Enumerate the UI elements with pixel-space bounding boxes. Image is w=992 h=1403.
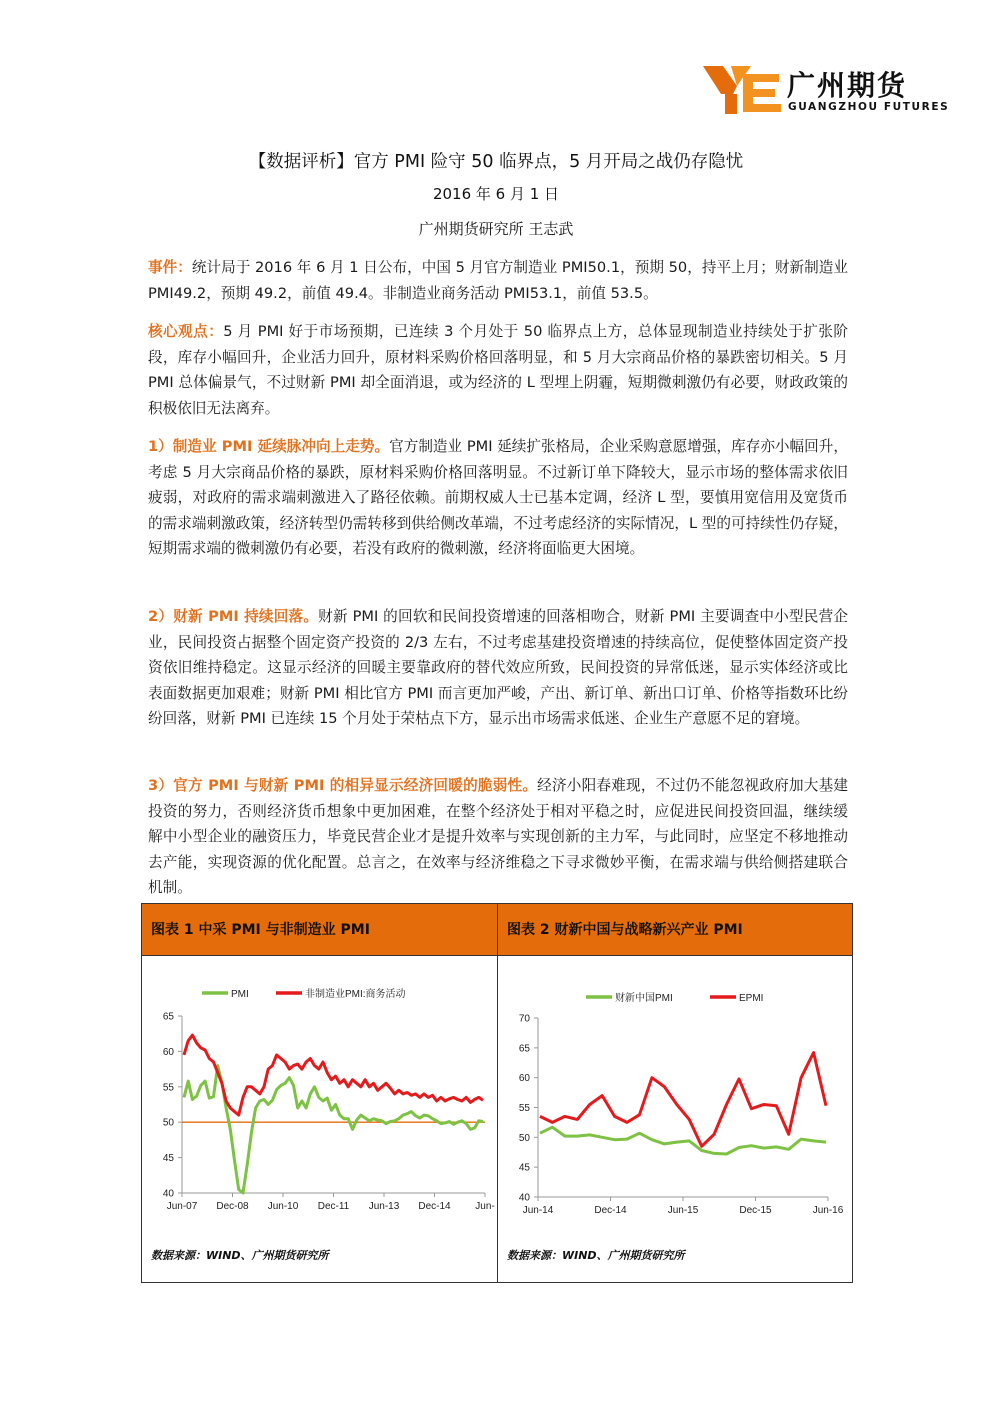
y-tick-label: 70	[518, 1013, 530, 1025]
y-tick-label: 50	[518, 1132, 530, 1144]
figure-1-title: 图表 1 中采 PMI 与非制造业 PMI	[142, 904, 497, 956]
report-author: 广州期货研究所 王志武	[418, 220, 574, 238]
x-tick-label: Dec-14	[418, 1201, 451, 1212]
y-tick-label: 45	[162, 1153, 174, 1165]
paragraph-label: 核心观点：	[148, 323, 224, 340]
paragraph-label: 2）财新 PMI 持续回落。	[148, 608, 319, 625]
figure-1-source: 数据来源：WIND、广州期货研究所	[151, 1249, 329, 1262]
y-tick-label: 40	[162, 1188, 174, 1200]
paragraph-text: 统计局于 2016 年 6 月 1 日公布，中国 5 月官方制造业 PMI50.1，预期 50，持平上月；财新制造业 PMI49.2，预期 49.2，前值 49.4。非制造业商务活动 PMI53.1，前值 53.5。	[148, 259, 848, 302]
report-date: 2016 年 6 月 1 日	[432, 185, 560, 203]
legend-label-2: EPMI	[739, 993, 764, 1004]
x-tick-label: Jun-15	[667, 1205, 699, 1216]
paragraph-point-3	[148, 773, 848, 901]
logo-name-cn: 广州期货	[787, 69, 908, 102]
x-tick-label: Jun-07	[166, 1201, 198, 1212]
x-tick-label: Jun-16	[812, 1205, 844, 1216]
series-line-2	[184, 1035, 483, 1115]
chart-1-pmi-nonmanufacturing	[142, 957, 497, 1245]
x-tick-label: Dec-11	[317, 1201, 350, 1212]
y-tick-label: 55	[518, 1103, 530, 1114]
x-tick-label: Dec-15	[739, 1205, 772, 1216]
figure-2-source: 数据来源：WIND、广州期货研究所	[507, 1249, 685, 1262]
paragraph-label: 事件：	[148, 259, 192, 276]
series-line-1	[540, 1127, 826, 1154]
y-tick-label: 65	[162, 1011, 174, 1023]
paragraph-point-1	[148, 434, 848, 562]
figures-table	[141, 903, 853, 1283]
paragraph-text: 经济小阳春难现，不过仍不能忽视政府加大基建投资的努力，否则经济货币想象中更加困难，在整个经济处于相对平稳之时，应促进民间投资回温，继续缓解中小型企业的融资压力，毕竟民营企业才是提升效率与实现创新的主力军，与此同时，应坚定不移地推动去产能，实现资源的优化配置。总言之，在效率与经济维稳之下寻求微妙平衡，在需求端与供给侧搭建联合机制。	[148, 777, 848, 897]
y-tick-label: 55	[162, 1082, 174, 1094]
y-tick-label: 40	[518, 1192, 530, 1204]
x-tick-label: Jun-10	[267, 1201, 299, 1212]
chart-2-caixin-epmi	[498, 957, 852, 1245]
logo-name-en: GUANGZHOU FUTURES	[788, 101, 950, 113]
legend-label-1: 财新中国PMI	[615, 993, 673, 1004]
series-line-1	[184, 1066, 483, 1193]
legend-label-1: PMI	[231, 989, 249, 1000]
paragraph-core-view	[148, 319, 848, 421]
paragraph-event	[148, 255, 848, 306]
series-line-2	[540, 1053, 826, 1147]
report-title: 【数据评析】官方 PMI 险守 50 临界点，5 月开局之战仍存隐忧	[248, 152, 744, 172]
x-tick-label: Dec-08	[216, 1201, 249, 1212]
x-tick-label: Jun-14	[522, 1205, 554, 1216]
paragraph-text: 5 月 PMI 好于市场预期，已连续 3 个月处于 50 临界点上方，总体显现制造业持续处于扩张阶段，库存小幅回升，企业活力回升，原材料采购价格回落明显，和 5 月大宗商品价格的暴跌密切相关。5 月 PMI 总体偏景气，不过财新 PMI 却全面消退，或为经济的 L 型埋上阴霾，短期微刺激仍有必要，财政政策的积极依旧无法离弃。	[148, 323, 848, 417]
paragraph-label: 1）制造业 PMI 延续脉冲向上走势。	[148, 438, 390, 455]
x-tick-label: Jun-13	[368, 1201, 400, 1212]
x-tick-label: Jun-	[475, 1201, 495, 1212]
y-tick-label: 60	[162, 1046, 174, 1058]
y-tick-label: 60	[518, 1073, 530, 1085]
paragraph-point-2	[148, 604, 848, 732]
paragraph-label: 3）官方 PMI 与财新 PMI 的相异显示经济回暖的脆弱性。	[148, 777, 538, 794]
x-tick-label: Dec-14	[594, 1205, 627, 1216]
y-tick-label: 65	[518, 1043, 530, 1055]
legend-label-2: 非制造业PMI:商务活动	[305, 989, 406, 1000]
y-tick-label: 45	[518, 1162, 530, 1174]
paragraph-text: 财新 PMI 的回软和民间投资增速的回落相吻合，财新 PMI 主要调查中小型民营企业，民间投资占据整个固定资产投资的 2/3 左右，不过考虑基建投资增速的持续高位，促使整体固定资产投资依旧维持稳定。这显示经济的回暖主要靠政府的替代效应所致，民间投资的异常低迷，显示实体经济或比表面数据更加艰难；财新 PMI 相比官方 PMI 而言更加严峻，产出、新订单、新出口订单、价格等指数环比纷纷回落，财新 PMI 已连续 15 个月处于荣枯点下方，显示出市场需求低迷、企业生产意愿不足的窘境。	[148, 608, 848, 728]
y-tick-label: 50	[162, 1117, 174, 1129]
figure-2-title: 图表 2 财新中国与战略新兴产业 PMI	[498, 904, 852, 956]
company-logo	[703, 62, 950, 122]
logo-mark-icon	[703, 62, 787, 118]
paragraph-text: 官方制造业 PMI 延续扩张格局，企业采购意愿增强，库存亦小幅回升，考虑 5 月大宗商品价格的暴跌，原材料采购价格回落明显。不过新订单下降较大，显示市场的整体需求依旧疲弱，对政府的需求端刺激进入了路径依赖。前期权威人士已基本定调，经济 L 型，要慎用宽信用及宽货币的需求端刺激政策，经济转型仍需转移到供给侧改革端，不过考虑经济的实际情况，L 型的可持续性仍存疑，短期需求端的微刺激仍有必要，若没有政府的微刺激，经济将面临更大困境。	[148, 438, 848, 558]
